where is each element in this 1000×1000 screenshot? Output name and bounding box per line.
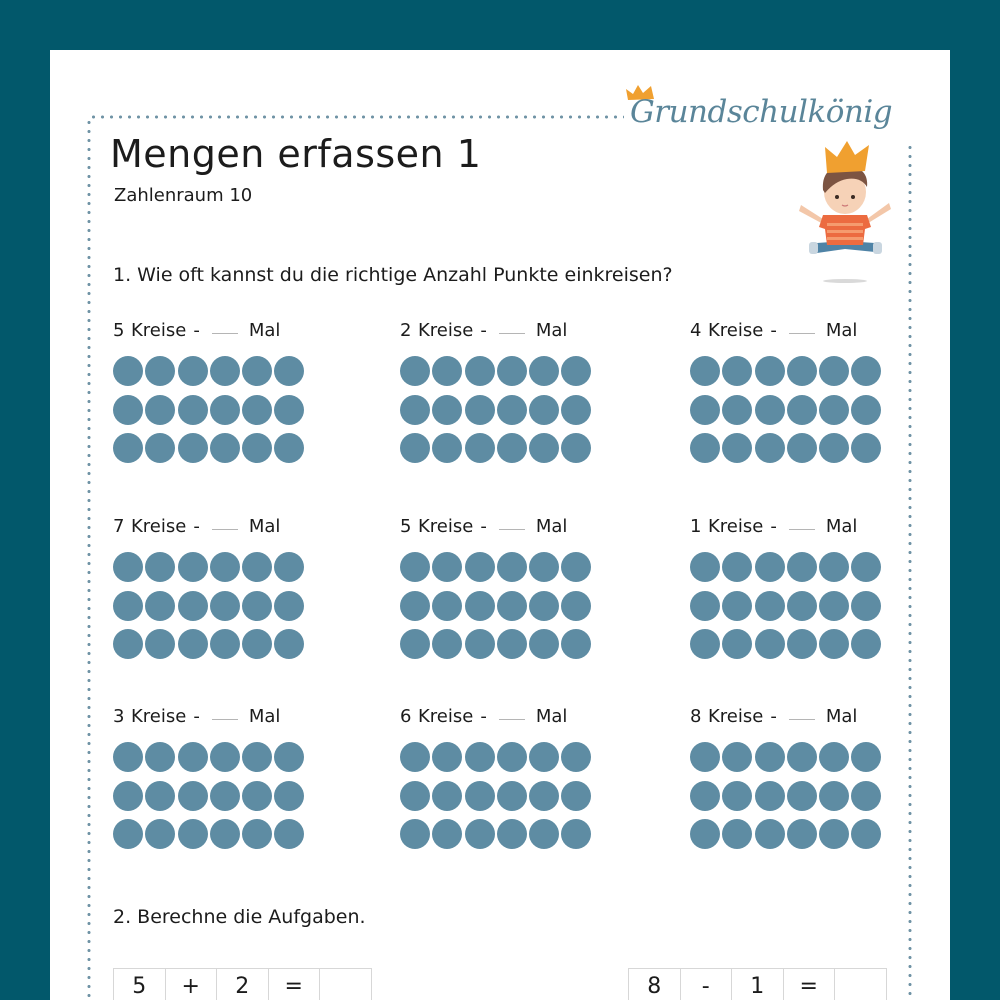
dot[interactable] xyxy=(819,356,849,386)
dot[interactable] xyxy=(755,591,785,621)
dot[interactable] xyxy=(465,356,495,386)
equation-table xyxy=(113,968,372,1000)
dot[interactable] xyxy=(819,433,849,463)
mal-word: Mal xyxy=(825,320,858,341)
dot[interactable] xyxy=(274,356,304,386)
dot[interactable] xyxy=(145,591,175,621)
group-size: 8 xyxy=(690,706,702,727)
dot[interactable] xyxy=(145,395,175,425)
dot[interactable] xyxy=(432,742,462,772)
dot[interactable] xyxy=(722,433,752,463)
dot[interactable] xyxy=(561,781,591,811)
kid-mascot-illustration xyxy=(795,135,895,285)
dot[interactable] xyxy=(242,433,272,463)
dot[interactable] xyxy=(722,395,752,425)
dot[interactable] xyxy=(465,629,495,659)
dot[interactable] xyxy=(690,629,720,659)
dot[interactable] xyxy=(755,552,785,582)
dot[interactable] xyxy=(529,356,559,386)
dot-grid xyxy=(113,742,304,849)
dotted-border-top xyxy=(89,115,624,119)
dot[interactable] xyxy=(497,552,527,582)
dot[interactable] xyxy=(787,819,817,849)
dot-grid xyxy=(113,552,304,659)
page-subtitle: Zahlenraum 10 xyxy=(114,185,253,206)
dot[interactable] xyxy=(113,356,143,386)
dot[interactable] xyxy=(561,629,591,659)
exercise-block xyxy=(400,320,600,344)
answer-cell[interactable] xyxy=(835,969,887,1000)
answer-blank[interactable] xyxy=(212,719,238,720)
dot[interactable] xyxy=(819,395,849,425)
exercise-label xyxy=(400,706,600,730)
dot[interactable] xyxy=(145,433,175,463)
exercise-label xyxy=(400,516,600,540)
dot[interactable] xyxy=(465,395,495,425)
dot[interactable] xyxy=(787,356,817,386)
exercise-block xyxy=(400,516,600,540)
dot[interactable] xyxy=(210,552,240,582)
dot[interactable] xyxy=(400,552,430,582)
dot[interactable] xyxy=(787,742,817,772)
dot[interactable] xyxy=(274,742,304,772)
dot[interactable] xyxy=(497,433,527,463)
group-size: 7 xyxy=(113,516,125,537)
dot[interactable] xyxy=(819,629,849,659)
dot[interactable] xyxy=(145,552,175,582)
group-size: 6 xyxy=(400,706,412,727)
dot[interactable] xyxy=(722,781,752,811)
dot[interactable] xyxy=(819,591,849,621)
dot[interactable] xyxy=(529,395,559,425)
dot[interactable] xyxy=(178,781,208,811)
mal-word: Mal xyxy=(825,706,858,727)
exercise-label xyxy=(690,516,890,540)
dot[interactable] xyxy=(529,742,559,772)
dot[interactable] xyxy=(561,395,591,425)
dotted-border-right xyxy=(908,143,912,1000)
dot[interactable] xyxy=(400,356,430,386)
dot[interactable] xyxy=(561,742,591,772)
equals-sign: = xyxy=(269,969,321,1000)
dot-grid xyxy=(400,552,591,659)
dot[interactable] xyxy=(755,629,785,659)
dot[interactable] xyxy=(465,819,495,849)
dot[interactable] xyxy=(690,433,720,463)
dot[interactable] xyxy=(432,395,462,425)
dot[interactable] xyxy=(400,591,430,621)
dot[interactable] xyxy=(432,629,462,659)
dot[interactable] xyxy=(242,356,272,386)
dot[interactable] xyxy=(690,552,720,582)
dot[interactable] xyxy=(210,629,240,659)
group-size: 3 xyxy=(113,706,125,727)
kreise-word: Kreise xyxy=(131,320,187,341)
dot[interactable] xyxy=(400,819,430,849)
dot[interactable] xyxy=(432,552,462,582)
dot[interactable] xyxy=(465,742,495,772)
exercise-block xyxy=(400,706,600,730)
dot[interactable] xyxy=(787,591,817,621)
dot[interactable] xyxy=(145,781,175,811)
dot[interactable] xyxy=(400,742,430,772)
dot[interactable] xyxy=(819,781,849,811)
exercise-label xyxy=(690,320,890,344)
mal-word: Mal xyxy=(535,706,568,727)
dot[interactable] xyxy=(787,552,817,582)
group-size: 4 xyxy=(690,320,702,341)
dot[interactable] xyxy=(432,781,462,811)
dot[interactable] xyxy=(210,356,240,386)
dot[interactable] xyxy=(400,433,430,463)
dot[interactable] xyxy=(755,781,785,811)
exercise-block xyxy=(690,320,890,344)
dot[interactable] xyxy=(274,395,304,425)
kreise-word: Kreise xyxy=(418,320,474,341)
dot[interactable] xyxy=(819,742,849,772)
dot[interactable] xyxy=(432,356,462,386)
dot[interactable] xyxy=(400,629,430,659)
dot[interactable] xyxy=(690,742,720,772)
dot[interactable] xyxy=(529,591,559,621)
dot[interactable] xyxy=(465,433,495,463)
dot[interactable] xyxy=(210,819,240,849)
dot[interactable] xyxy=(113,395,143,425)
dot[interactable] xyxy=(210,781,240,811)
answer-blank[interactable] xyxy=(499,719,525,720)
dot[interactable] xyxy=(465,552,495,582)
dotted-border-left xyxy=(87,118,91,1000)
dot[interactable] xyxy=(497,742,527,772)
answer-blank[interactable] xyxy=(789,333,815,334)
dot[interactable] xyxy=(210,433,240,463)
dot[interactable] xyxy=(529,552,559,582)
dot[interactable] xyxy=(210,395,240,425)
dot[interactable] xyxy=(242,552,272,582)
dot[interactable] xyxy=(755,395,785,425)
dot[interactable] xyxy=(497,591,527,621)
dot[interactable] xyxy=(787,433,817,463)
dot[interactable] xyxy=(242,742,272,772)
dot[interactable] xyxy=(819,552,849,582)
dot[interactable] xyxy=(242,781,272,811)
operator: + xyxy=(166,969,218,1000)
dot[interactable] xyxy=(819,819,849,849)
dot[interactable] xyxy=(178,742,208,772)
dot[interactable] xyxy=(529,629,559,659)
exercise-block xyxy=(113,706,313,730)
dot[interactable] xyxy=(113,819,143,849)
task2-instruction: 2. Berechne die Aufgaben. xyxy=(113,906,366,928)
dash: - xyxy=(480,516,487,537)
exercise-label xyxy=(113,320,313,344)
answer-blank[interactable] xyxy=(212,333,238,334)
answer-blank[interactable] xyxy=(789,529,815,530)
dot[interactable] xyxy=(242,819,272,849)
dot[interactable] xyxy=(787,629,817,659)
mal-word: Mal xyxy=(248,516,281,537)
dot[interactable] xyxy=(497,781,527,811)
group-size: 5 xyxy=(113,320,125,341)
dot[interactable] xyxy=(497,395,527,425)
dash: - xyxy=(770,320,777,341)
group-size: 1 xyxy=(690,516,702,537)
dot[interactable] xyxy=(178,629,208,659)
dot[interactable] xyxy=(113,433,143,463)
mal-word: Mal xyxy=(248,320,281,341)
dot[interactable] xyxy=(722,591,752,621)
dot[interactable] xyxy=(690,591,720,621)
dot[interactable] xyxy=(274,629,304,659)
exercise-label xyxy=(113,706,313,730)
dot[interactable] xyxy=(242,395,272,425)
dot[interactable] xyxy=(432,433,462,463)
equals-sign: = xyxy=(784,969,836,1000)
dot[interactable] xyxy=(178,552,208,582)
dot[interactable] xyxy=(529,819,559,849)
answer-blank[interactable] xyxy=(212,529,238,530)
dot[interactable] xyxy=(851,433,881,463)
dot-grid xyxy=(690,552,881,659)
kreise-word: Kreise xyxy=(708,706,764,727)
mal-word: Mal xyxy=(535,516,568,537)
dot[interactable] xyxy=(432,591,462,621)
dot[interactable] xyxy=(690,356,720,386)
dot[interactable] xyxy=(210,742,240,772)
dot[interactable] xyxy=(851,629,881,659)
task1-instruction: 1. Wie oft kannst du die richtige Anzahl Punkte einkreisen? xyxy=(113,264,673,286)
dot[interactable] xyxy=(851,591,881,621)
operand-b: 1 xyxy=(732,969,784,1000)
dot[interactable] xyxy=(465,781,495,811)
dot[interactable] xyxy=(851,552,881,582)
exercise-label xyxy=(400,320,600,344)
dot[interactable] xyxy=(178,433,208,463)
operand-a: 8 xyxy=(629,969,681,1000)
dot[interactable] xyxy=(722,552,752,582)
answer-blank[interactable] xyxy=(499,529,525,530)
dot[interactable] xyxy=(465,591,495,621)
group-size: 2 xyxy=(400,320,412,341)
dot[interactable] xyxy=(690,819,720,849)
dot[interactable] xyxy=(274,591,304,621)
dash: - xyxy=(480,706,487,727)
dot[interactable] xyxy=(113,629,143,659)
page-title: Mengen erfassen 1 xyxy=(110,132,482,176)
dot[interactable] xyxy=(145,356,175,386)
dash: - xyxy=(193,320,200,341)
dot[interactable] xyxy=(851,781,881,811)
dot[interactable] xyxy=(787,395,817,425)
brand-logo: Grundschulkönig xyxy=(630,94,893,130)
exercise-block xyxy=(690,706,890,730)
mal-word: Mal xyxy=(248,706,281,727)
dot-grid xyxy=(400,742,591,849)
equation-table xyxy=(628,968,887,1000)
dot[interactable] xyxy=(113,781,143,811)
dot[interactable] xyxy=(561,552,591,582)
dot[interactable] xyxy=(113,591,143,621)
dot[interactable] xyxy=(755,433,785,463)
dash: - xyxy=(193,706,200,727)
exercise-block xyxy=(113,320,313,344)
dot[interactable] xyxy=(497,819,527,849)
group-size: 5 xyxy=(400,516,412,537)
dot[interactable] xyxy=(274,781,304,811)
dot[interactable] xyxy=(400,395,430,425)
exercise-block xyxy=(113,516,313,540)
dash: - xyxy=(770,516,777,537)
dot[interactable] xyxy=(178,819,208,849)
dot[interactable] xyxy=(274,819,304,849)
operand-b: 2 xyxy=(217,969,269,1000)
dot[interactable] xyxy=(561,433,591,463)
kreise-word: Kreise xyxy=(708,320,764,341)
dot[interactable] xyxy=(178,395,208,425)
dot[interactable] xyxy=(210,591,240,621)
dot[interactable] xyxy=(113,742,143,772)
dot[interactable] xyxy=(145,742,175,772)
dot-grid xyxy=(113,356,304,463)
answer-cell[interactable] xyxy=(320,969,372,1000)
kreise-word: Kreise xyxy=(131,706,187,727)
dot[interactable] xyxy=(851,742,881,772)
kreise-word: Kreise xyxy=(418,516,474,537)
dot[interactable] xyxy=(242,591,272,621)
dot[interactable] xyxy=(145,629,175,659)
dot[interactable] xyxy=(561,819,591,849)
dot[interactable] xyxy=(787,781,817,811)
dot[interactable] xyxy=(242,629,272,659)
operand-a: 5 xyxy=(114,969,166,1000)
dot[interactable] xyxy=(432,819,462,849)
dot[interactable] xyxy=(497,356,527,386)
dot[interactable] xyxy=(274,433,304,463)
dash: - xyxy=(770,706,777,727)
dot[interactable] xyxy=(690,781,720,811)
dot[interactable] xyxy=(561,591,591,621)
dot[interactable] xyxy=(113,552,143,582)
exercise-label xyxy=(113,516,313,540)
dot[interactable] xyxy=(851,395,881,425)
dot-grid xyxy=(690,742,881,849)
kreise-word: Kreise xyxy=(418,706,474,727)
worksheet-page xyxy=(50,50,950,1000)
dash: - xyxy=(480,320,487,341)
mal-word: Mal xyxy=(825,516,858,537)
dot[interactable] xyxy=(497,629,527,659)
dot[interactable] xyxy=(178,591,208,621)
operator: - xyxy=(681,969,733,1000)
dot[interactable] xyxy=(722,356,752,386)
dot[interactable] xyxy=(274,552,304,582)
kreise-word: Kreise xyxy=(708,516,764,537)
dot[interactable] xyxy=(722,629,752,659)
dot[interactable] xyxy=(690,395,720,425)
dot[interactable] xyxy=(529,433,559,463)
answer-blank[interactable] xyxy=(789,719,815,720)
exercise-label xyxy=(690,706,890,730)
exercise-block xyxy=(690,516,890,540)
dot[interactable] xyxy=(851,356,881,386)
mal-word: Mal xyxy=(535,320,568,341)
dot[interactable] xyxy=(400,781,430,811)
dot[interactable] xyxy=(755,742,785,772)
dot[interactable] xyxy=(145,819,175,849)
answer-blank[interactable] xyxy=(499,333,525,334)
dash: - xyxy=(193,516,200,537)
dot[interactable] xyxy=(851,819,881,849)
dot[interactable] xyxy=(722,742,752,772)
dot[interactable] xyxy=(529,781,559,811)
kreise-word: Kreise xyxy=(131,516,187,537)
dot[interactable] xyxy=(755,819,785,849)
dot[interactable] xyxy=(178,356,208,386)
dot-grid xyxy=(400,356,591,463)
dot-grid xyxy=(690,356,881,463)
dot[interactable] xyxy=(755,356,785,386)
dot[interactable] xyxy=(722,819,752,849)
dot[interactable] xyxy=(561,356,591,386)
